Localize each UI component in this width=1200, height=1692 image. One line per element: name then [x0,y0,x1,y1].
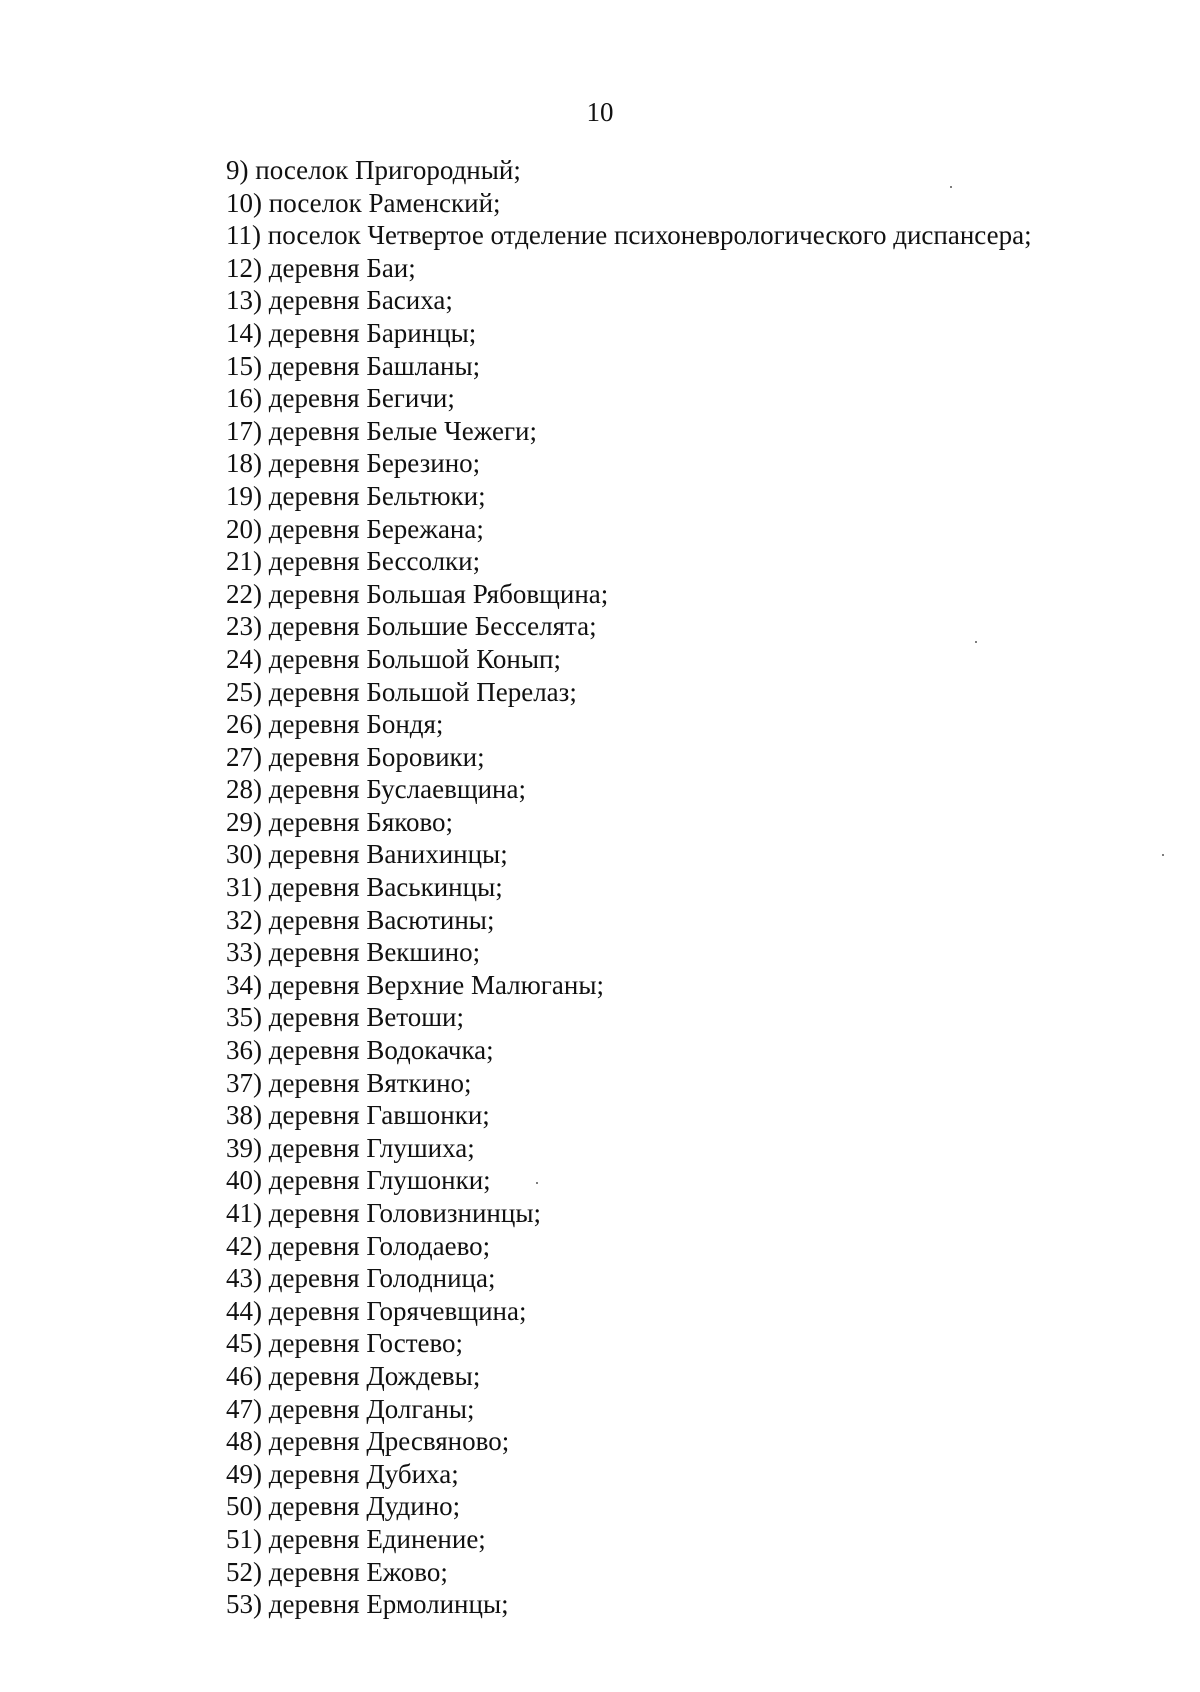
list-item: 29) деревня Бяково; [226,806,454,837]
list-item: 50) деревня Дудино; [226,1491,461,1522]
settlement-list [226,154,1032,1621]
scan-speck [975,641,977,643]
list-item: 41) деревня Головизнинцы; [226,1198,541,1228]
list-item: 52) деревня Ежово; [226,1556,448,1587]
scan-speck [1162,854,1164,856]
list-item: 26) деревня Бондя; [226,709,444,740]
scan-speck [950,186,952,188]
list-item: 44) деревня Горячевщина; [226,1295,527,1326]
list-item: 23) деревня Большие Бесселята; [226,611,597,642]
list-item: 36) деревня Водокачка; [226,1035,494,1066]
list-item: 35) деревня Ветоши; [226,1002,464,1033]
list-item: 10) поселок Раменский; [226,187,501,218]
list-item: 49) деревня Дубиха; [226,1458,459,1489]
list-item: 12) деревня Баи; [226,252,416,283]
list-item: 32) деревня Васютины; [226,904,495,935]
list-item: 31) деревня Васькинцы; [226,872,503,903]
list-item: 53) деревня Ермолинцы; [226,1589,509,1620]
list-item: 22) деревня Большая Рябовщина; [226,578,609,609]
list-item: 19) деревня Бельтюки; [226,480,486,511]
list-item: 30) деревня Ванихинцы; [226,839,508,870]
scan-speck [536,1182,538,1184]
list-item: 37) деревня Вяткино; [226,1067,472,1098]
list-item: 24) деревня Большой Конып; [226,643,561,674]
list-item: 15) деревня Башланы; [226,350,481,381]
list-item: 48) деревня Дресвяново; [226,1426,510,1457]
list-item: 51) деревня Единение; [226,1523,486,1554]
list-item: 40) деревня Глушонки; [226,1165,491,1196]
list-item: 42) деревня Голодаево; [226,1230,491,1261]
list-item: 17) деревня Белые Чежеги; [226,415,537,446]
list-item: 21) деревня Бессолки; [226,546,481,577]
list-item: 38) деревня Гавшонки; [226,1100,490,1131]
list-item: 20) деревня Бережана; [226,513,484,544]
list-item: 34) деревня Верхние Малюганы; [226,969,604,1000]
list-item: 28) деревня Буслаевщина; [226,774,526,805]
list-item: 14) деревня Баринцы; [226,317,477,348]
list-item: 18) деревня Березино; [226,448,481,479]
list-item: 46) деревня Дождевы; [226,1360,481,1391]
list-item: 11) поселок Четвертое отделение психоневрологического диспансера; [226,220,1032,251]
list-item: 16) деревня Бегичи; [226,383,455,414]
list-item: 27) деревня Боровики; [226,741,485,772]
list-item: 39) деревня Глушиха; [226,1132,475,1163]
list-item: 43) деревня Голодница; [226,1263,496,1294]
list-item: 33) деревня Векшино; [226,937,481,968]
list-item: 45) деревня Гостево; [226,1328,464,1359]
list-item: 9) поселок Пригородный; [226,155,521,185]
list-item: 47) деревня Долганы; [226,1393,475,1424]
page-number: 10 [586,97,614,127]
list-item: 25) деревня Большой Перелаз; [226,676,577,707]
list-item: 13) деревня Басиха; [226,285,453,316]
